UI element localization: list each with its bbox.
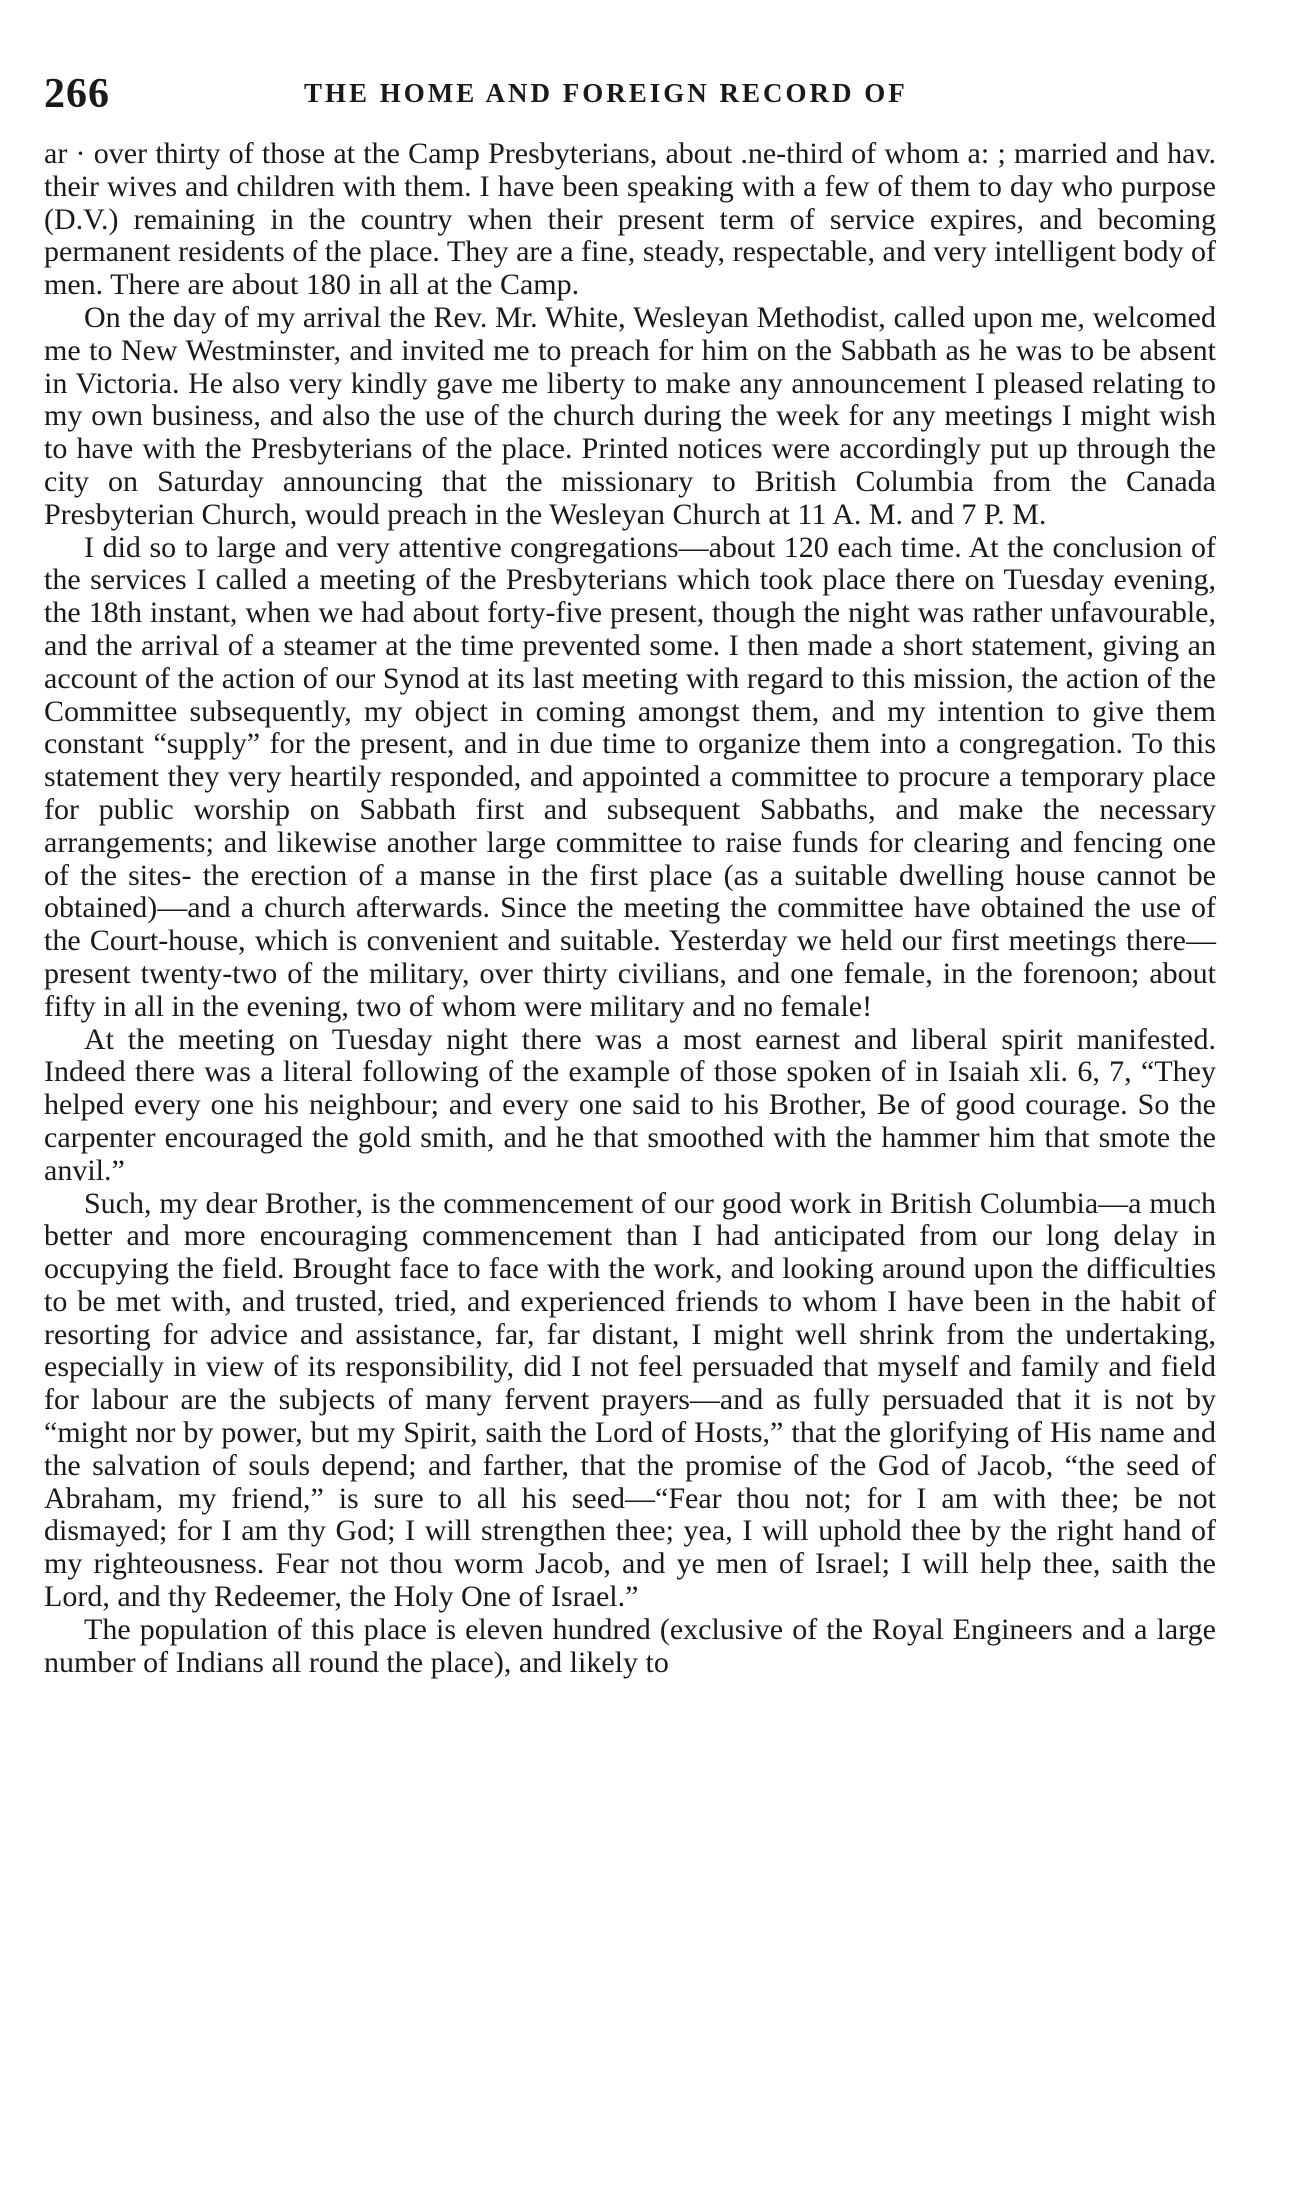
paragraph: ar · over thirty of those at the Camp Presbyterians, about .ne-third of whom a: ; married and hav. their wives and children with them. I have been speaking with a few of them to day who purpose (D.V.) remaining in the country when their present term of service expires, and becoming permanent residents of the place. They are a fine, steady, respectable, and very intelligent body of men. There are about 180 in all at the Camp. <box>44 137 1216 302</box>
paragraph: On the day of my arrival the Rev. Mr. White, Wesleyan Methodist, called upon me, welcomed me to New Westminster, and invited me to preach for him on the Sabbath as he was to be absent in Victoria. He also very kindly gave me liberty to make any announcement I pleased relating to my own business, and also the use of the church during the week for any meetings I might wish to have with the Presbyterians of the place. Printed notices were accordingly put up through the city on Saturday announcing that the missionary to British Columbia from the Canada Presbyterian Church, would preach in the Wesleyan Church at 11 A. M. and 7 P. M. <box>44 300 1216 531</box>
body-text <box>44 138 1216 1679</box>
paragraph: The population of this place is eleven hundred (exclusive of the Royal Engineers and a large number of Indians all round the place), and likely to <box>44 1612 1216 1679</box>
running-head: THE HOME AND FOREIGN RECORD OF <box>304 78 908 108</box>
page-number: 266 <box>44 71 110 117</box>
paragraph: Such, my dear Brother, is the commencement of our good work in British Columbia—a much better and more encouraging commencement than I had anticipated from our long delay in occupying the field. Brought face to face with the work, and looking around upon the difficulties to be met with, and trusted, tried, and experienced friends to whom I have been in the habit of resorting for advice and assistance, far, far distant, I might well shrink from the undertaking, especially in view of its responsibility, did I not feel persuaded that myself and family and field for labour are the subjects of many fervent prayers—and as fully persuaded that it is not by “might nor by power, but my Spirit, saith the Lord of Hosts,” that the glorifying of His name and the salvation of souls depend; and farther, that the promise of the God of Jacob, “the seed of Abraham, my friend,” is sure to all his seed—“Fear thou not; for I am with thee; be not dismayed; for I am thy God; I will strengthen thee; yea, I will uphold thee by the right hand of my righteousness. Fear not thou worm Jacob, and ye men of Israel; I will help thee, saith the Lord, and thy Redeemer, the Holy One of Israel.” <box>44 1186 1216 1614</box>
page-header <box>44 70 1214 130</box>
paragraph: At the meeting on Tuesday night there was a most earnest and liberal spirit manifested. Indeed there was a literal following of the example of those spoken of in Isaiah xli. 6, 7, “They helped every one his neighbour; and every one said to his Brother, Be of good courage. So the carpenter encouraged the gold smith, and he that smoothed with the hammer him that smote the anvil.” <box>44 1022 1216 1187</box>
paragraph: I did so to large and very attentive congregations—about 120 each time. At the conclusion of the services I called a meeting of the Presbyterians which took place there on Tuesday evening, the 18th instant, when we had about forty-five present, though the night was rather unfavourable, and the arrival of a steamer at the time prevented some. I then made a short statement, giving an account of the action of our Synod at its last meeting with regard to this mission, the action of the Committee subsequently, my object in coming amongst them, and my intention to give them constant “supply” for the present, and in due time to organize them into a congregation. To this statement they very heartily responded, and appointed a committee to procure a temporary place for public worship on Sabbath first and subsequent Sabbaths, and make the necessary arrangements; and likewise another large committee to raise funds for clearing and fencing one of the sites- the erection of a manse in the first place (as a suitable dwelling house cannot be obtained)—and a church afterwards. Since the meeting the committee have obtained the use of the Court-house, which is convenient and suitable. Yesterday we held our first meetings there—present twenty-two of the military, over thirty civilians, and one female, in the forenoon; about fifty in all in the evening, two of whom were military and no female! <box>44 530 1216 1023</box>
